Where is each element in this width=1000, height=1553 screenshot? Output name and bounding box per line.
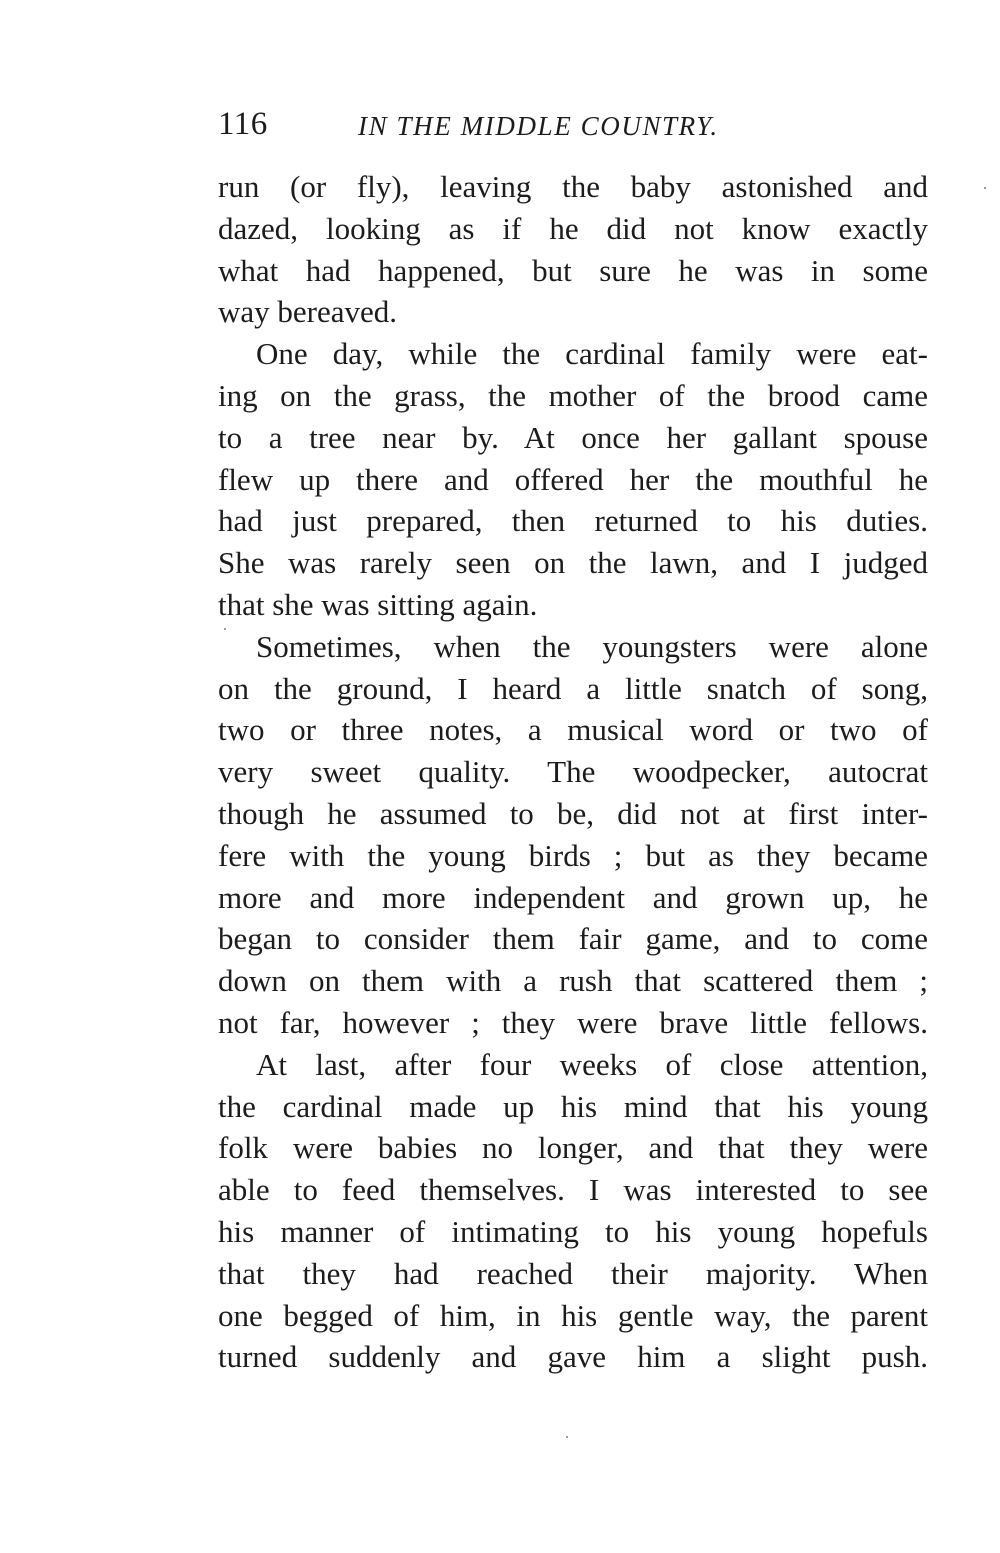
text-line: Sometimes, when the youngsters were alone xyxy=(256,628,928,664)
text-line: the cardinal made up his mind that his young xyxy=(218,1088,928,1124)
text-line: turned suddenly and gave him a slight push. xyxy=(218,1339,928,1375)
text-line: way bereaved. xyxy=(218,294,398,330)
page-number: 116 xyxy=(218,106,268,142)
text-line: She was rarely seen on the lawn, and I judged xyxy=(218,545,928,581)
paragraph xyxy=(218,333,928,626)
text-line: that she was sitting again. xyxy=(218,586,538,622)
text-line: what had happened, but sure he was in some xyxy=(218,252,928,288)
paragraph xyxy=(218,626,928,1044)
text-line: flew up there and offered her the mouthful he xyxy=(218,461,928,497)
text-line: ing on the grass, the mother of the brood came xyxy=(218,377,928,413)
text-line: very sweet quality. The woodpecker, autocrat xyxy=(218,754,928,790)
scan-speck xyxy=(224,628,226,630)
text-line: to a tree near by. At once her gallant spouse xyxy=(218,419,928,455)
text-line: run (or fly), leaving the baby astonished and xyxy=(218,169,928,204)
text-line: more and more independent and grown up, he xyxy=(218,879,928,915)
text-line: folk were babies no longer, and that they were xyxy=(218,1130,928,1166)
scan-speck xyxy=(566,1436,568,1438)
running-title: IN THE MIDDLE COUNTRY. xyxy=(358,111,719,141)
text-line: two or three notes, a musical word or two of xyxy=(218,712,928,748)
paragraph xyxy=(218,1044,928,1378)
text-line: though he assumed to be, did not at first inter- xyxy=(218,795,928,831)
text-line: that they had reached their majority. When xyxy=(218,1255,928,1291)
paragraph xyxy=(218,166,928,333)
text-line: fere with the young birds ; but as they became xyxy=(218,837,928,873)
text-line: had just prepared, then returned to his duties. xyxy=(218,503,928,539)
text-line: At last, after four weeks of close attention, xyxy=(256,1046,928,1082)
text-line: not far, however ; they were brave little fellows. xyxy=(218,1004,928,1040)
scan-speck xyxy=(984,187,986,189)
running-head xyxy=(218,102,794,146)
text-line: dazed, looking as if he did not know exactly xyxy=(218,210,928,246)
text-line: one begged of him, in his gentle way, the parent xyxy=(218,1297,928,1333)
text-line: began to consider them fair game, and to come xyxy=(218,921,928,957)
text-line: on the ground, I heard a little snatch of song, xyxy=(218,670,928,706)
body-text xyxy=(218,166,928,1378)
text-line: able to feed themselves. I was interested to see xyxy=(218,1172,928,1208)
text-line: his manner of intimating to his young hopefuls xyxy=(218,1213,928,1249)
text-line: One day, while the cardinal family were eat- xyxy=(256,336,928,372)
text-line: down on them with a rush that scattered them ; xyxy=(218,963,928,999)
